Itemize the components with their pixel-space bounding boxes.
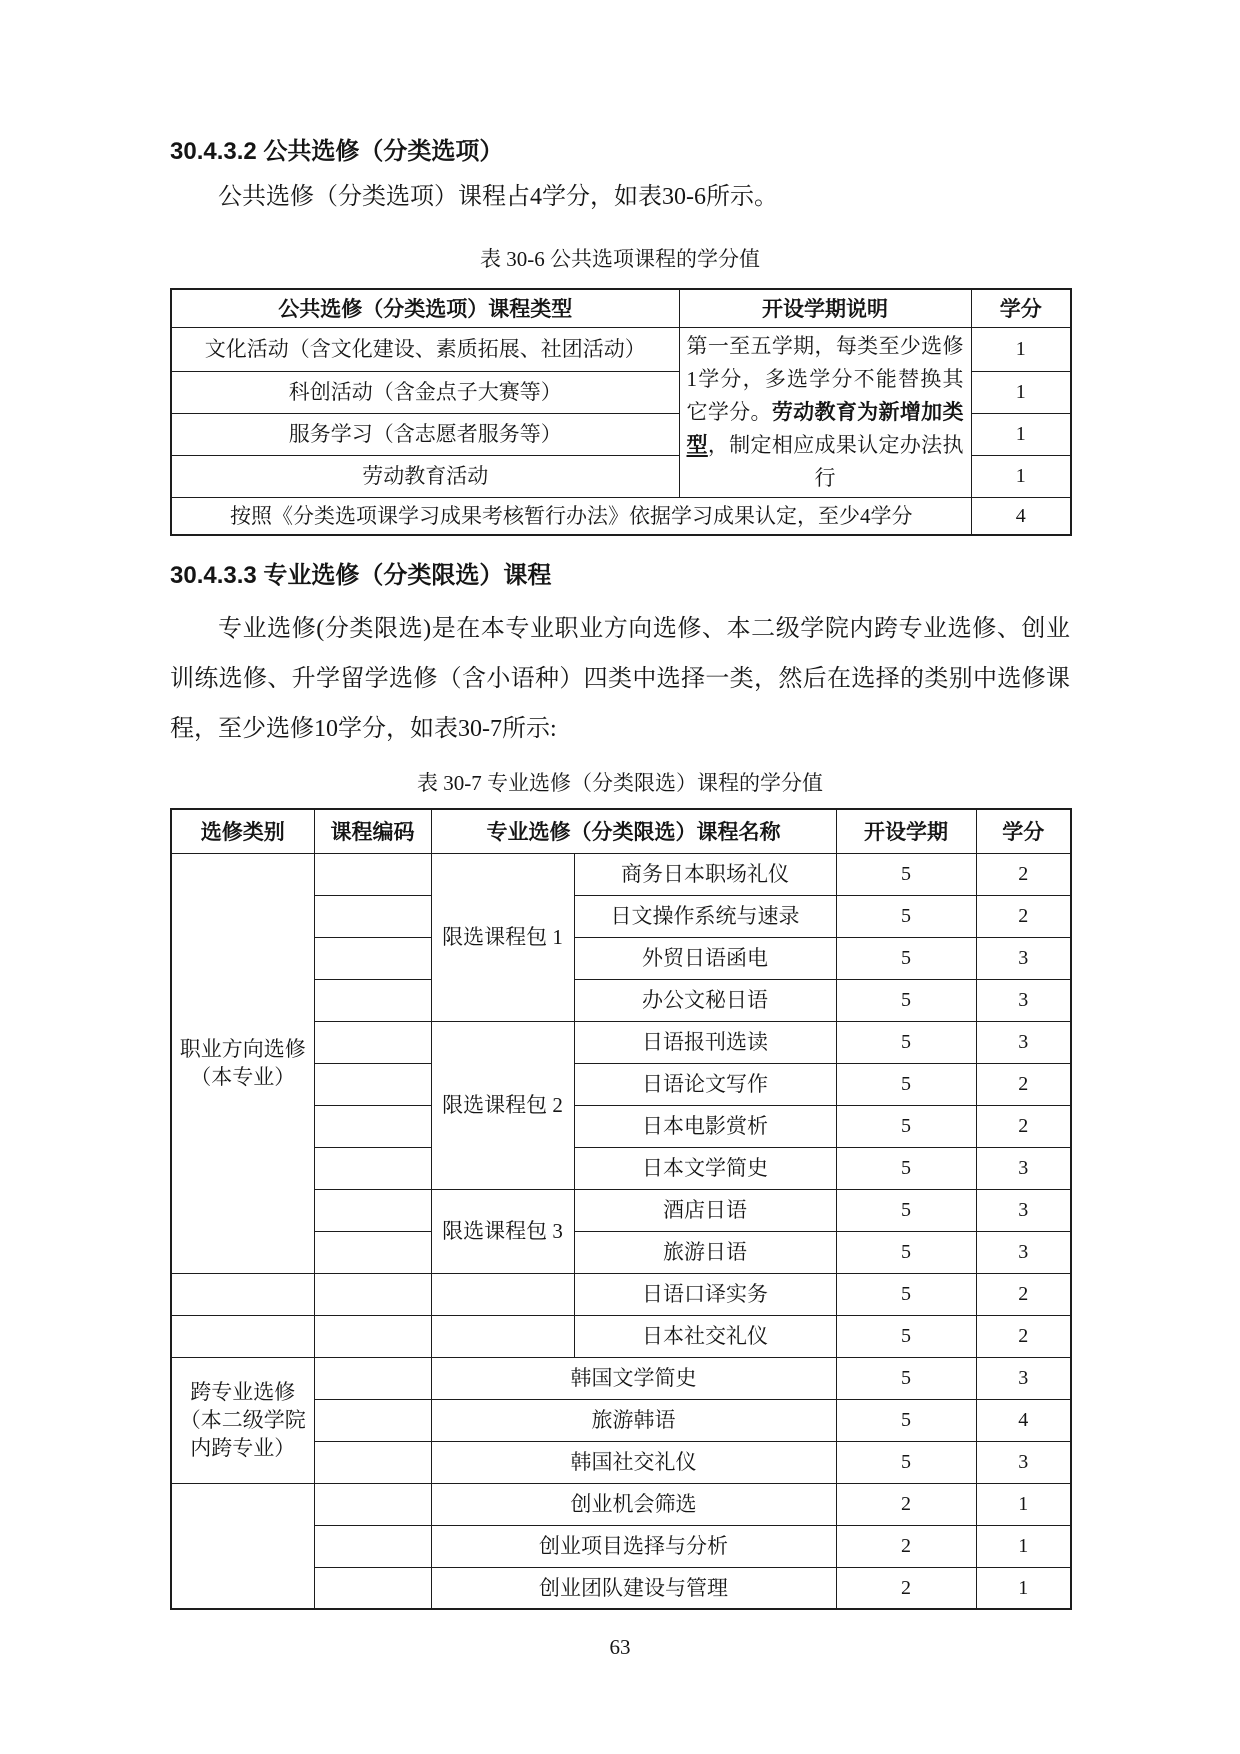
course-name-cell: 日语口译实务 (574, 1273, 836, 1315)
credit-cell: 1 (976, 1567, 1071, 1609)
semester-cell: 5 (836, 1105, 976, 1147)
course-name-cell: 日本社交礼仪 (574, 1315, 836, 1357)
semester-cell: 5 (836, 1063, 976, 1105)
note-segment: 型 (686, 432, 708, 457)
semester-cell: 5 (836, 1441, 976, 1483)
note-cell (679, 327, 971, 497)
course-name-cell: 办公文秘日语 (574, 979, 836, 1021)
header-credit: 学分 (971, 289, 1071, 327)
course-name-cell: 旅游韩语 (431, 1399, 836, 1441)
credit-cell: 2 (976, 895, 1071, 937)
category-cell (171, 1315, 314, 1357)
table-row (171, 1315, 1071, 1357)
course-type-cell: 劳动教育活动 (171, 455, 679, 497)
code-cell (314, 1273, 431, 1315)
credit-cell: 3 (976, 1441, 1071, 1483)
semester-cell: 2 (836, 1567, 976, 1609)
semester-cell: 5 (836, 979, 976, 1021)
table-header-row (171, 809, 1071, 853)
table-row (171, 1273, 1071, 1315)
credit-cell: 2 (976, 1315, 1071, 1357)
credit-cell: 1 (976, 1525, 1071, 1567)
credit-cell: 2 (976, 853, 1071, 895)
credit-cell: 3 (976, 1147, 1071, 1189)
table-row (171, 853, 1071, 895)
course-name-cell: 外贸日语函电 (574, 937, 836, 979)
table-row (171, 1357, 1071, 1399)
semester-cell: 5 (836, 1273, 976, 1315)
code-cell (314, 1441, 431, 1483)
package-cell: 限选课程包 2 (431, 1021, 574, 1189)
credit-cell: 3 (976, 1357, 1071, 1399)
header-course-name: 专业选修（分类限选）课程名称 (431, 809, 836, 853)
course-name-cell: 创业项目选择与分析 (431, 1525, 836, 1567)
semester-cell: 5 (836, 1147, 976, 1189)
credit-cell: 2 (976, 1063, 1071, 1105)
credit-cell: 4 (976, 1399, 1071, 1441)
credit-cell: 4 (971, 497, 1071, 535)
credit-cell: 1 (976, 1483, 1071, 1525)
credit-cell: 3 (976, 1231, 1071, 1273)
course-name-cell: 日语报刊选读 (574, 1021, 836, 1063)
paragraph-major-electives: 专业选修(分类限选)是在本专业职业方向选修、本二级学院内跨专业选修、创业训练选修、升学留学选修（含小语种）四类中选择一类，然后在选择的类别中选修课程，至少选修10学分，如表30-7所示: (170, 616, 1070, 742)
credit-cell: 3 (976, 937, 1071, 979)
code-cell (314, 1525, 431, 1567)
course-name-cell: 韩国文学简史 (431, 1357, 836, 1399)
header-course-code: 课程编码 (314, 809, 431, 853)
semester-cell: 5 (836, 1231, 976, 1273)
course-name-cell: 酒店日语 (574, 1189, 836, 1231)
code-cell (314, 1021, 431, 1063)
category-cell (171, 1483, 314, 1609)
code-cell (314, 937, 431, 979)
note-segment: 第一至五学期，每类至少选修1学分，多选学分不能替换其它学分。 (686, 333, 964, 424)
course-name-cell: 日本文学简史 (574, 1147, 836, 1189)
table-row (171, 1483, 1071, 1525)
semester-cell: 5 (836, 1021, 976, 1063)
credit-cell: 3 (976, 1021, 1071, 1063)
credit-cell: 2 (976, 1105, 1071, 1147)
code-cell (314, 1315, 431, 1357)
note-segment: 劳动教育为新增加类 (771, 399, 964, 424)
table-row (171, 497, 1071, 535)
course-name-cell: 韩国社交礼仪 (431, 1441, 836, 1483)
table-caption-30-6: 表 30-6 公共选项课程的学分值 (480, 247, 760, 271)
semester-cell: 2 (836, 1483, 976, 1525)
code-cell (314, 1147, 431, 1189)
semester-cell: 5 (836, 853, 976, 895)
code-cell (314, 1483, 431, 1525)
header-course-type: 公共选修（分类选项）课程类型 (171, 289, 679, 327)
code-cell (314, 1105, 431, 1147)
section-heading-major-electives: 30.4.3.3 专业选修（分类限选）课程 (170, 562, 552, 589)
semester-cell: 5 (836, 895, 976, 937)
section-heading-public-electives: 30.4.3.2 公共选修（分类选项） (170, 138, 504, 165)
course-name-cell: 日语论文写作 (574, 1063, 836, 1105)
code-cell (314, 1567, 431, 1609)
code-cell (314, 979, 431, 1021)
paragraph-public-electives: 公共选修（分类选项）课程占4学分，如表30-6所示。 (218, 184, 778, 210)
semester-cell: 5 (836, 1399, 976, 1441)
course-name-cell: 日文操作系统与速录 (574, 895, 836, 937)
table-caption-30-7: 表 30-7 专业选修（分类限选）课程的学分值 (417, 771, 823, 795)
credit-cell: 3 (976, 979, 1071, 1021)
category-cell: 职业方向选修（本专业） (171, 853, 314, 1273)
code-cell (314, 1231, 431, 1273)
semester-cell: 5 (836, 937, 976, 979)
package-cell (431, 1315, 574, 1357)
page-number: 63 (609, 1635, 631, 1659)
table-public-elective-credits (170, 288, 1072, 536)
header-credit: 学分 (976, 809, 1071, 853)
credit-cell: 3 (976, 1189, 1071, 1231)
page-content (170, 0, 1070, 1660)
code-cell (314, 1357, 431, 1399)
course-type-cell: 科创活动（含金点子大赛等） (171, 371, 679, 413)
header-semester-note: 开设学期说明 (679, 289, 971, 327)
course-type-cell: 服务学习（含志愿者服务等） (171, 413, 679, 455)
code-cell (314, 853, 431, 895)
table-major-elective-credits (170, 808, 1072, 1610)
course-name-cell: 创业机会筛选 (431, 1483, 836, 1525)
credit-cell: 2 (976, 1273, 1071, 1315)
category-cell (171, 1273, 314, 1315)
semester-cell: 5 (836, 1357, 976, 1399)
code-cell (314, 1399, 431, 1441)
credit-cell: 1 (971, 413, 1071, 455)
credit-cell: 1 (971, 327, 1071, 371)
course-name-cell: 日本电影赏析 (574, 1105, 836, 1147)
package-cell: 限选课程包 1 (431, 853, 574, 1021)
course-type-cell: 文化活动（含文化建设、素质拓展、社团活动） (171, 327, 679, 371)
course-name-cell: 商务日本职场礼仪 (574, 853, 836, 895)
code-cell (314, 1189, 431, 1231)
code-cell (314, 895, 431, 937)
package-cell: 限选课程包 3 (431, 1189, 574, 1273)
credit-cell: 1 (971, 455, 1071, 497)
package-cell (431, 1273, 574, 1315)
table-header-row (171, 289, 1071, 327)
credit-cell: 1 (971, 371, 1071, 413)
note-segment: ，制定相应成果认定办法执行 (707, 432, 964, 490)
assessment-cell: 按照《分类选项课学习成果考核暂行办法》依据学习成果认定，至少4学分 (171, 497, 971, 535)
code-cell (314, 1063, 431, 1105)
course-name-cell: 旅游日语 (574, 1231, 836, 1273)
header-semester: 开设学期 (836, 809, 976, 853)
table-row (171, 327, 1071, 371)
semester-cell: 5 (836, 1189, 976, 1231)
semester-cell: 2 (836, 1525, 976, 1567)
course-name-cell: 创业团队建设与管理 (431, 1567, 836, 1609)
category-cell: 跨专业选修（本二级学院内跨专业） (171, 1357, 314, 1483)
header-elective-category: 选修类别 (171, 809, 314, 853)
semester-cell: 5 (836, 1315, 976, 1357)
